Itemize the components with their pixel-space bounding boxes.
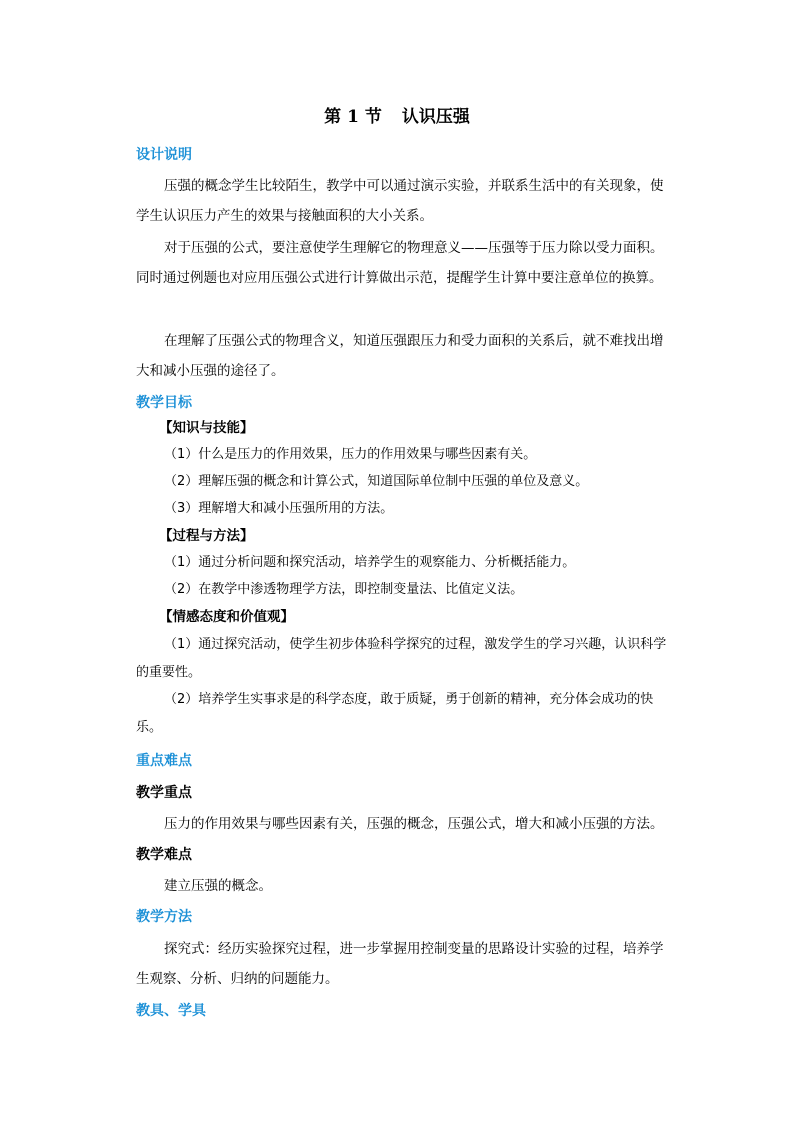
focus-text: 压力的作用效果与哪些因素有关，压强的概念，压强公式，增大和减小压强的方法。 xyxy=(164,816,664,832)
knowledge-item-3: （3）理解增大和减小压强所用的方法。 xyxy=(164,501,394,516)
section-name: 认识压强 xyxy=(401,107,470,127)
knowledge-title: 【知识与技能】 xyxy=(159,420,254,436)
section-number: 第 1 节 xyxy=(324,107,382,127)
process-item-1: （1）通过分析问题和探究活动，培养学生的观察能力、分析概括能力。 xyxy=(164,555,576,570)
goals-heading: 教学目标 xyxy=(136,395,192,411)
design-heading: 设计说明 xyxy=(136,147,192,163)
knowledge-item-1: （1）什么是压力的作用效果，压力的作用效果与哪些因素有关。 xyxy=(164,447,537,462)
emotion-title: 【情感态度和价值观】 xyxy=(159,609,294,625)
difficulty-text: 建立压强的概念。 xyxy=(164,878,272,894)
method-text: 探究式：经历实验探究过程，进一步掌握用控制变量的思路设计实验的过程，培养学生观察、分析、归纳的问题能力。 xyxy=(136,941,664,987)
difficulty-title: 教学难点 xyxy=(136,847,192,863)
emotion-item-2: （2）培养学生实事求是的科学态度，敢于质疑，勇于创新的精神，充分体会成功的快乐。 xyxy=(136,692,654,735)
focus-title: 教学重点 xyxy=(136,785,192,801)
process-title: 【过程与方法】 xyxy=(159,528,254,544)
process-item-2: （2）在教学中渗透物理学方法，即控制变量法、比值定义法。 xyxy=(164,582,524,597)
tools-heading: 教具、学具 xyxy=(136,1003,206,1019)
method-heading: 教学方法 xyxy=(136,909,192,925)
design-paragraph-2: 对于压强的公式，要注意使学生理解它的物理意义——压强等于压力除以受力面积。同时通过例题也对应用压强公式进行计算做出示范，提醒学生计算中要注意单位的换算。 xyxy=(136,240,664,286)
knowledge-item-2: （2）理解压强的概念和计算公式，知道国际单位制中压强的单位及意义。 xyxy=(164,474,589,489)
emotion-item-1: （1）通过探究活动，使学生初步体验科学探究的过程，激发学生的学习兴趣，认识科学的重要性。 xyxy=(136,637,667,680)
page-title xyxy=(0,106,794,128)
design-paragraph-1: 压强的概念学生比较陌生，教学中可以通过演示实验，并联系生活中的有关现象，使学生认识压力产生的效果与接触面积的大小关系。 xyxy=(136,178,664,224)
keypoints-heading: 重点难点 xyxy=(136,753,192,769)
design-paragraph-3: 在理解了压强公式的物理含义，知道压强跟压力和受力面积的关系后，就不难找出增大和减小压强的途径了。 xyxy=(136,333,664,379)
